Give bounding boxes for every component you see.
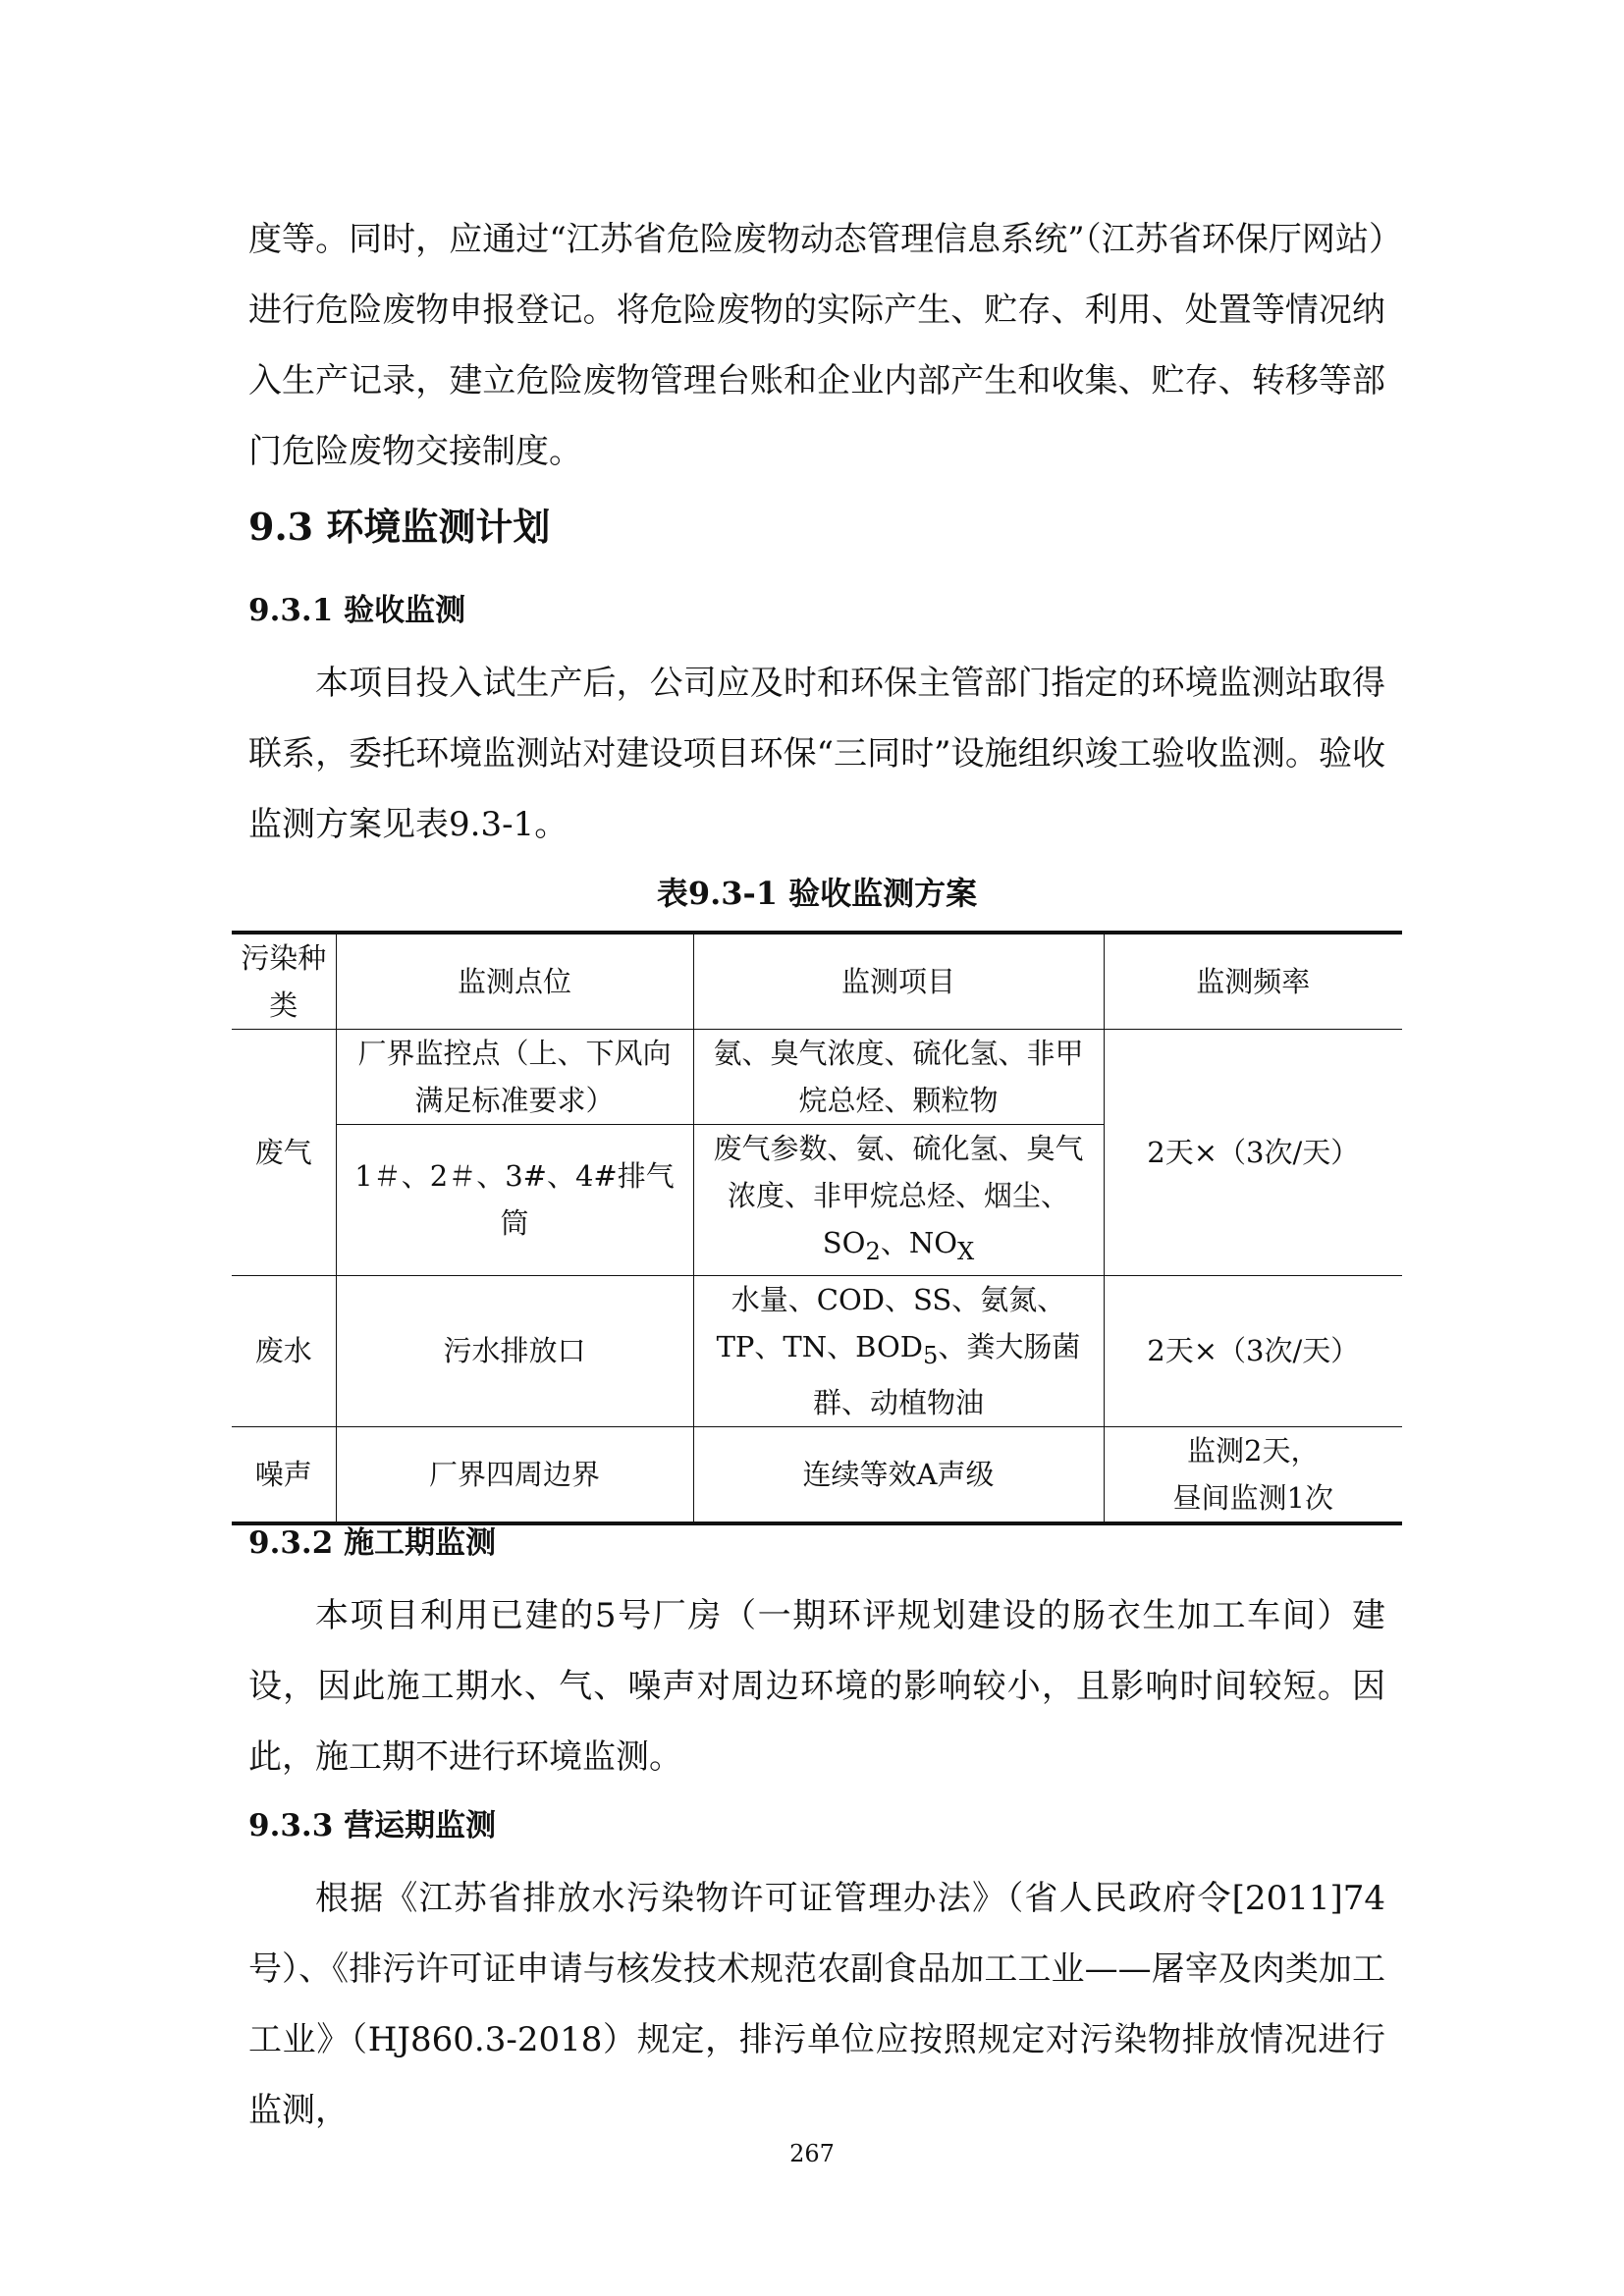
freq-line: 昼间监测1次 <box>1172 1480 1333 1515</box>
section-heading-9-3-3: 9.3.3 营运期监测 <box>248 1808 497 1843</box>
table-row <box>232 1426 1402 1523</box>
cell-point-noise: 厂界四周边界 <box>336 1426 693 1523</box>
subscript: 2 <box>865 1237 881 1265</box>
freq-line: 监测2天， <box>1187 1433 1320 1468</box>
section-heading-9-3-2: 9.3.2 施工期监测 <box>248 1525 497 1561</box>
item-text: 废气参数、氨、硫化氢、臭气浓度、非甲烷总烃、烟尘、SO <box>713 1132 1084 1259</box>
cell-item-stacks <box>693 1125 1104 1276</box>
cell-freq-gas: 2天×（3次/天） <box>1104 1030 1402 1276</box>
table-header-row <box>232 933 1402 1030</box>
cell-item-noise: 连续等效A声级 <box>693 1426 1104 1523</box>
header-monitoring-frequency: 监测频率 <box>1104 933 1402 1030</box>
cell-point-boundary: 厂界监控点（上、下风向满足标准要求） <box>336 1030 693 1125</box>
cell-point-outlet: 污水排放口 <box>336 1275 693 1426</box>
paragraph-acceptance-monitoring: 本项目投入试生产后，公司应及时和环保主管部门指定的环境监测站取得联系，委托环境监测站对建设项目环保“三同时”设施组织竣工验收监测。验收监测方案见表9.3-1。 <box>248 664 1385 844</box>
monitoring-plan-table <box>232 931 1402 1525</box>
item-text: 水量、COD、SS、氨氮、TP、TN、BOD <box>716 1282 1066 1363</box>
cell-type-water: 废水 <box>232 1275 336 1426</box>
table-row <box>232 1030 1402 1125</box>
cell-item-water <box>693 1275 1104 1426</box>
subscript: X <box>956 1237 975 1265</box>
page-number: 267 <box>789 2140 835 2167</box>
subscript: 5 <box>923 1341 939 1369</box>
paragraph-operation-monitoring: 根据《江苏省排放水污染物许可证管理办法》（省人民政府令[2011]74号）、《排污许可证申请与核发技术规范农副食品加工工业——屠宰及肉类加工工业》（HJ860.3-2018）规定，排污单位应按照规定对污染物排放情况进行监测， <box>248 1879 1385 2130</box>
header-monitoring-item: 监测项目 <box>693 933 1104 1030</box>
cell-item-boundary: 氨、臭气浓度、硫化氢、非甲烷总烃、颗粒物 <box>693 1030 1104 1125</box>
item-text: 、NO <box>880 1226 957 1259</box>
section-heading-9-3-1: 9.3.1 验收监测 <box>248 593 466 628</box>
cell-freq-noise <box>1104 1426 1402 1523</box>
table-caption: 表9.3-1 验收监测方案 <box>656 875 978 912</box>
cell-type-gas: 废气 <box>232 1030 336 1276</box>
cell-type-noise: 噪声 <box>232 1426 336 1523</box>
table-row <box>232 1275 1402 1426</box>
section-heading-9-3: 9.3 环境监测计划 <box>248 505 551 549</box>
paragraph-hazardous-waste: 度等。同时，应通过“江苏省危险废物动态管理信息系统”（江苏省环保厅网站）进行危险废物申报登记。将危险废物的实际产生、贮存、利用、处置等情况纳入生产记录，建立危险废物管理台账和企业内部产生和收集、贮存、转移等部门危险废物交接制度。 <box>248 220 1385 471</box>
cell-freq-water: 2天×（3次/天） <box>1104 1275 1402 1426</box>
header-pollution-type: 污染种类 <box>232 933 336 1030</box>
item-text: 、粪大肠菌群、动植物油 <box>812 1329 1081 1419</box>
cell-point-stacks: 1＃、2＃、3#、4#排气筒 <box>336 1125 693 1276</box>
header-monitoring-point: 监测点位 <box>336 933 693 1030</box>
paragraph-construction-monitoring: 本项目利用已建的5号厂房（一期环评规划建设的肠衣生加工车间）建设，因此施工期水、气、噪声对周边环境的影响较小，且影响时间较短。因此，施工期不进行环境监测。 <box>248 1596 1385 1777</box>
